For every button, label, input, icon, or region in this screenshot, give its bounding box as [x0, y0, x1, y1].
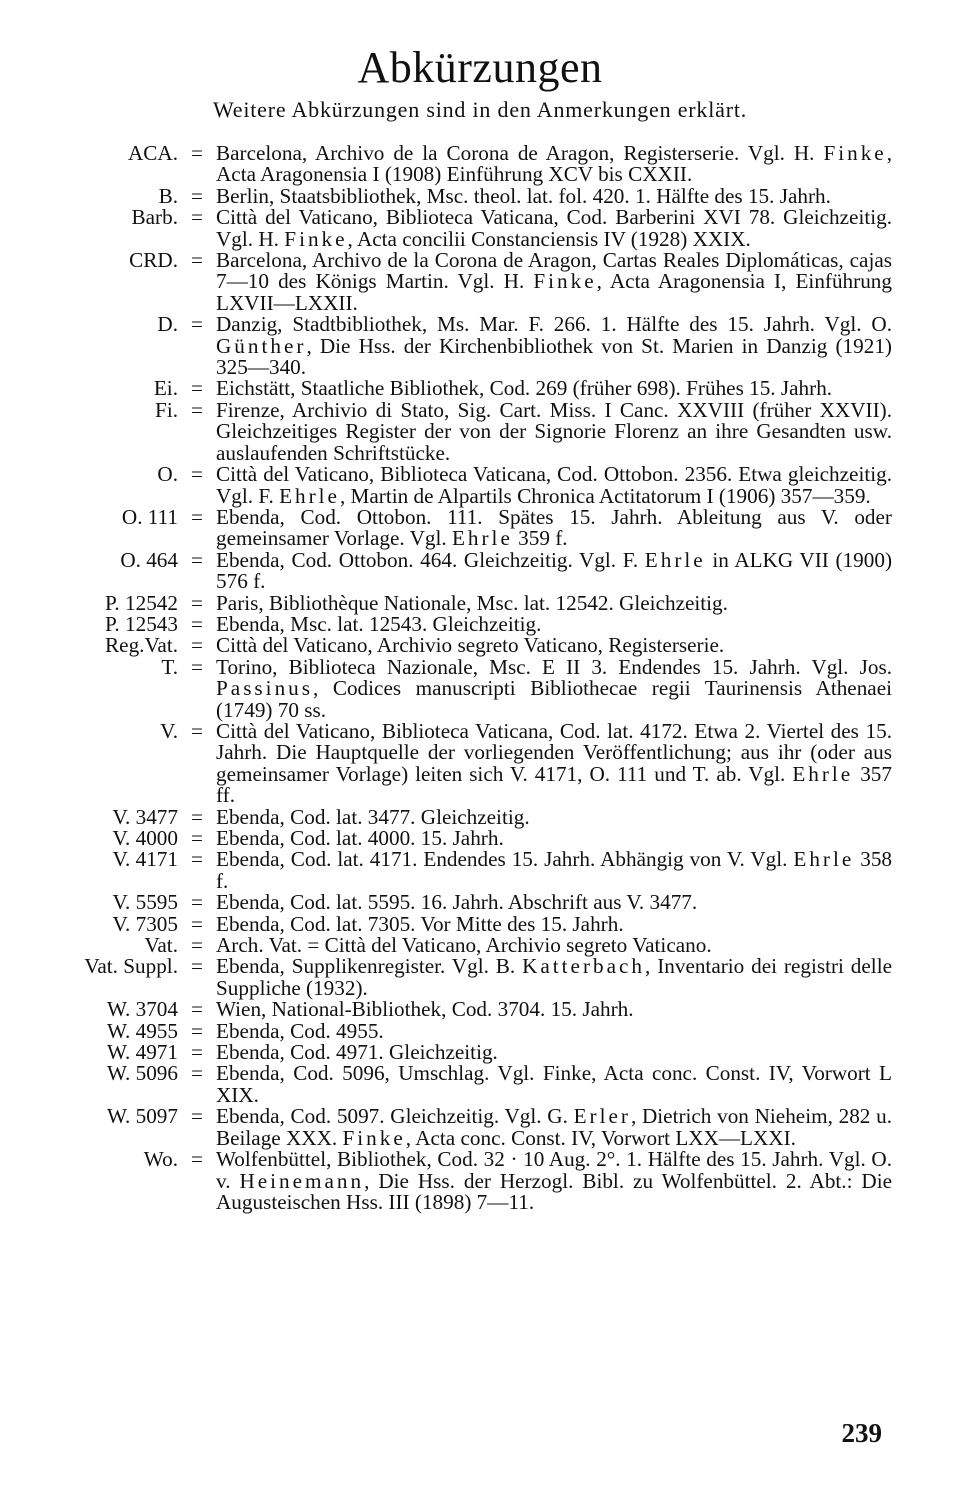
description-text: , Martin de Alpartils Chronica Actitatorum I (1906) 357—359.: [339, 483, 871, 508]
abbreviation-description: [216, 849, 892, 892]
abbreviation-term: V. 7305: [112, 911, 178, 936]
abbreviation-entry: [72, 547, 892, 594]
description-text: 358 f.: [216, 847, 893, 893]
abbreviation-term: Ei.: [153, 376, 178, 401]
abbreviation-term: V. 4171: [112, 847, 178, 872]
abbreviation-entry: [72, 611, 892, 636]
author-name: Katterbach: [522, 954, 646, 979]
equals-sign: =: [191, 590, 203, 615]
abbreviation-description: [216, 250, 892, 314]
abbreviation-entry: [72, 397, 892, 465]
equals-sign: =: [191, 633, 203, 658]
description-text: , Die Hss. der Kirchenbibliothek von St. Marien in Danzig (1921) 325—340.: [216, 333, 892, 380]
abbreviation-entry: [72, 314, 892, 378]
abbreviation-description: [216, 1042, 892, 1063]
abbreviation-entry: [72, 590, 892, 615]
abbreviation-term: Vat. Suppl.: [84, 954, 178, 979]
equals-sign: =: [191, 933, 203, 958]
author-name: Ehrle: [793, 847, 855, 872]
description-text: Ebenda, Cod. Ottobon. 111. Spätes 15. Jahrh. Ableitung aus V. oder gemeinsamer Vorlage. Vgl.: [216, 504, 892, 551]
abbreviation-description: [216, 911, 892, 936]
equals-sign: =: [191, 248, 203, 273]
abbreviation-term: Wo.: [143, 1147, 178, 1172]
equals-sign: =: [191, 504, 203, 529]
abbreviation-description: [216, 590, 892, 615]
equals-sign: =: [191, 847, 203, 872]
abbreviation-description: [216, 1149, 892, 1213]
abbreviation-entry: [72, 207, 892, 250]
abbreviation-term: Reg.Vat.: [105, 633, 178, 658]
equals-sign: =: [191, 183, 203, 208]
abbreviation-entry: [72, 1149, 892, 1213]
description-text: , Dietrich von Nieheim, 282 u. Beilage XXX.: [216, 1104, 892, 1150]
description-text: , Acta conc. Const. IV, Vorwort LXX—LXXI.: [405, 1125, 796, 1150]
author-name: Ehrle: [644, 547, 706, 572]
page-title: Abkürzungen: [357, 43, 603, 92]
equals-sign: =: [191, 462, 203, 487]
description-text: Barcelona, Archivo de la Corona de Aragon, Registerserie. Vgl. H.: [216, 141, 824, 165]
description-text: Ebenda, Cod. lat. 3477. Gleichzeitig.: [216, 804, 530, 829]
equals-sign: =: [191, 547, 203, 572]
abbreviation-description: [216, 828, 892, 849]
description-text: Ebenda, Cod. 4971. Gleichzeitig.: [216, 1040, 498, 1065]
abbreviation-term: Barb.: [131, 205, 178, 230]
author-name: Finke: [823, 141, 887, 165]
author-name: Finke: [533, 269, 597, 294]
abbreviation-entry: [72, 504, 892, 551]
equals-sign: =: [191, 826, 203, 850]
equals-sign: =: [191, 911, 203, 936]
abbreviation-term: P. 12543: [105, 611, 178, 636]
description-text: , Acta Aragonensia I (1908) Einführung XCV bis CXXII.: [216, 141, 892, 187]
description-text: Eichstätt, Staatliche Bibliothek, Cod. 269 (früher 698). Frühes 15. Jahrh.: [216, 376, 833, 401]
abbreviation-term: D.: [157, 312, 178, 337]
description-text: , Inventario dei registri delle Suppliche (1932).: [216, 954, 892, 1000]
abbreviation-list: [72, 143, 892, 1213]
abbreviation-description: [216, 611, 892, 636]
description-text: Città del Vaticano, Archivio segreto Vaticano, Registerserie.: [216, 633, 725, 658]
abbreviation-entry: [72, 828, 892, 849]
description-text: Ebenda, Cod. Ottobon. 464. Gleichzeitig. Vgl. F.: [216, 547, 645, 572]
abbreviation-term: B.: [158, 183, 178, 208]
description-text: Wolfenbüttel, Bibliothek, Cod. 32 · 10 Aug. 2°. 1. Hälfte des 15. Jahrh. Vgl. O. v.: [216, 1147, 892, 1193]
abbreviation-description: [216, 378, 892, 399]
abbreviation-entry: [72, 999, 892, 1020]
equals-sign: =: [191, 611, 203, 636]
equals-sign: =: [191, 954, 203, 979]
abbreviation-description: [216, 804, 892, 829]
equals-sign: =: [191, 141, 203, 165]
abbreviation-term: W. 5096: [106, 1061, 178, 1086]
abbreviation-entry: [72, 250, 892, 314]
abbreviation-entry: [72, 635, 892, 656]
abbreviation-description: [216, 464, 892, 507]
abbreviation-term: V. 4000: [112, 826, 178, 850]
equals-sign: =: [191, 718, 203, 743]
abbreviation-description: [216, 892, 892, 913]
description-text: Ebenda, Cod. lat. 7305. Vor Mitte des 15. Jahrh.: [216, 911, 624, 936]
equals-sign: =: [191, 397, 203, 422]
abbreviation-entry: [72, 849, 892, 892]
page-number: 239: [841, 1418, 882, 1448]
abbreviation-description: [216, 314, 892, 378]
author-name: Ehrle: [279, 483, 340, 508]
author-name: Finke: [342, 1125, 406, 1150]
abbreviation-entry: [72, 143, 892, 186]
abbreviation-description: [216, 635, 892, 656]
author-name: Heinemann: [239, 1168, 365, 1193]
abbreviation-description: [216, 935, 892, 956]
equals-sign: =: [191, 312, 203, 337]
abbreviation-entry: [72, 892, 892, 913]
abbreviation-description: [216, 654, 892, 722]
equals-sign: =: [191, 997, 203, 1022]
abbreviation-term: O. 464: [120, 547, 178, 572]
description-text: Città del Vaticano, Biblioteca Vaticana, Cod. lat. 4172. Etwa 2. Viertel des 15. Jahrh. Die Hauptquelle der vorliegenden Veröffentlichung; aus ihr (oder aus gemeinsamer Vorlage) leiten sich V. 4171, O. 111 und T. ab. Vgl.: [216, 718, 892, 786]
abbreviation-description: [216, 547, 892, 594]
description-text: Arch. Vat. = Città del Vaticano, Archivio segreto Vaticano.: [216, 933, 712, 958]
abbreviation-description: [216, 183, 892, 208]
author-name: Erler: [573, 1104, 631, 1129]
abbreviation-term: W. 3704: [106, 997, 178, 1022]
abbreviation-term: P. 12542: [105, 590, 178, 615]
abbreviation-entry: [72, 654, 892, 722]
abbreviation-entry: [72, 378, 892, 399]
abbreviation-entry: [72, 1106, 892, 1149]
description-text: Ebenda, Cod. 5096, Umschlag. Vgl. Finke, Acta conc. Const. IV, Vorwort L XIX.: [216, 1061, 892, 1107]
abbreviation-term: O.: [157, 462, 178, 487]
abbreviation-term: W. 5097: [106, 1104, 178, 1129]
abbreviation-description: [216, 397, 892, 465]
equals-sign: =: [191, 376, 203, 401]
description-text: Paris, Bibliothèque Nationale, Msc. lat. 12542. Gleichzeitig.: [216, 590, 728, 615]
equals-sign: =: [191, 1061, 203, 1086]
description-text: Ebenda, Cod. 5097. Gleichzeitig. Vgl. G.: [216, 1104, 574, 1129]
abbreviation-entry: [72, 956, 892, 999]
equals-sign: =: [191, 654, 203, 679]
abbreviation-term: Vat.: [144, 933, 178, 958]
description-text: Ebenda, Cod. lat. 4000. 15. Jahrh.: [216, 826, 504, 850]
description-text: Ebenda, Msc. lat. 12543. Gleichzeitig.: [216, 611, 542, 636]
equals-sign: =: [191, 1040, 203, 1065]
description-text: Barcelona, Archivo de la Corona de Aragon, Cartas Reales Diplomáticas, cajas 7—10 des Königs Martin. Vgl. H.: [216, 248, 892, 294]
abbreviation-term: V. 5595: [112, 890, 178, 915]
equals-sign: =: [191, 1104, 203, 1129]
abbreviation-description: [216, 207, 892, 250]
description-text: , Acta Aragonensia I, Einführung LXVII—LXXII.: [216, 269, 892, 315]
abbreviation-entry: [72, 718, 892, 808]
abbreviation-description: [216, 718, 892, 808]
abbreviation-description: [216, 956, 892, 999]
description-text: , Acta concilii Constanciensis IV (1928) XXIX.: [347, 226, 751, 251]
description-text: Torino, Biblioteca Nazionale, Msc. E II 3. Endendes 15. Jahrh. Vgl. Jos.: [216, 654, 892, 679]
equals-sign: =: [191, 890, 203, 915]
abbreviation-term: T.: [161, 654, 178, 679]
description-text: in ALKG VII (1900) 576 f.: [216, 547, 892, 594]
description-text: Danzig, Stadtbibliothek, Ms. Mar. F. 266. 1. Hälfte des 15. Jahrh. Vgl. O.: [216, 312, 892, 337]
abbreviation-term: W. 4971: [106, 1040, 178, 1065]
author-name: Günther: [216, 333, 307, 358]
abbreviation-description: [216, 999, 892, 1020]
abbreviation-entry: [72, 464, 892, 507]
description-text: Firenze, Archivio di Stato, Sig. Cart. Miss. I Canc. XXVIII (früher XXVII). Gleichzeitiges Register der von der Signorie Florenz an ihre Gesandten usw. auslaufenden Schriftstücke.: [216, 397, 892, 465]
equals-sign: =: [191, 804, 203, 829]
description-text: Ebenda, Cod. lat. 4171. Endendes 15. Jahrh. Abhängig von V. Vgl.: [216, 847, 794, 872]
abbreviation-term: V. 3477: [112, 804, 178, 829]
equals-sign: =: [191, 1147, 203, 1172]
abbreviation-entry: [72, 1042, 892, 1063]
author-name: Passinus: [216, 676, 313, 701]
page-subtitle: Weitere Abkürzungen sind in den Anmerkungen erklärt.: [212, 97, 748, 122]
description-text: Città del Vaticano, Biblioteca Vaticana, Cod. Ottobon. 2356. Etwa gleichzeitig. Vgl. F.: [216, 462, 892, 508]
description-text: Ebenda, Cod. lat. 5595. 16. Jahrh. Abschrift aus V. 3477.: [216, 890, 698, 915]
abbreviation-description: [216, 1018, 892, 1043]
abbreviation-description: [216, 504, 892, 551]
abbreviation-term: CRD.: [129, 248, 178, 273]
description-text: , Codices manuscripti Bibliothecae regii Taurinensis Athenaei (1749) 70 ss.: [216, 676, 892, 722]
abbreviation-entry: [72, 804, 892, 829]
description-text: Wien, National-Bibliothek, Cod. 3704. 15. Jahrh.: [216, 997, 634, 1022]
abbreviation-term: Fi.: [155, 397, 178, 422]
author-name: Finke: [284, 226, 348, 251]
abbreviation-term: O. 111: [121, 504, 178, 529]
equals-sign: =: [191, 205, 203, 230]
description-text: Ebenda, Cod. 4955.: [216, 1018, 384, 1043]
abbreviation-term: W. 4955: [106, 1018, 178, 1043]
description-text: Berlin, Staatsbibliothek, Msc. theol. lat. fol. 420. 1. Hälfte des 15. Jahrh.: [216, 183, 831, 208]
author-name: Ehrle: [792, 761, 854, 786]
abbreviation-term: ACA.: [127, 141, 178, 165]
abbreviation-description: [216, 143, 892, 186]
abbreviation-entry: [72, 183, 892, 208]
description-text: Città del Vaticano, Biblioteca Vaticana, Cod. Barberini XVI 78. Gleichzeitig. Vgl. H.: [216, 205, 892, 251]
abbreviation-description: [216, 1063, 892, 1106]
abbreviation-entry: [72, 911, 892, 936]
description-text: 357 ff.: [216, 761, 892, 808]
abbreviation-entry: [72, 1063, 892, 1106]
description-text: , Die Hss. der Herzogl. Bibl. zu Wolfenbüttel. 2. Abt.: Die Augusteischen Hss. III (1898) 7—11.: [216, 1168, 893, 1214]
abbreviation-term: V.: [160, 718, 178, 743]
abbreviation-description: [216, 1106, 892, 1149]
description-text: 359 f.: [512, 526, 568, 551]
author-name: Ehrle: [451, 526, 513, 551]
description-text: Ebenda, Supplikenregister. Vgl. B.: [216, 954, 523, 979]
abbreviation-entry: [72, 1018, 892, 1043]
abbreviation-entry: [72, 935, 892, 956]
equals-sign: =: [191, 1018, 203, 1043]
